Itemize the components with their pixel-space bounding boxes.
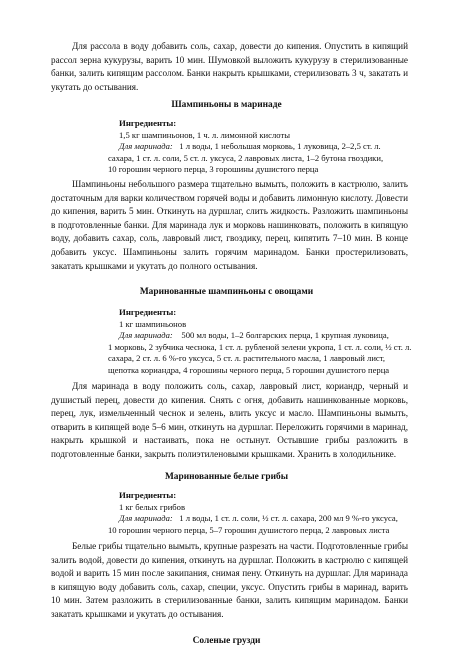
ingredients-heading: Ингредиенты: bbox=[119, 307, 177, 317]
marinade-line-cont: 10 горошин черного перца, 3 горошины душистого перца bbox=[108, 164, 319, 175]
intro-paragraph: Для рассола в воду добавить соль, сахар, довести до кипения. Опустить в кипящий рассол зерна кукурузы, варить 10 мин. Шумовкой выложить кукурузу в стерилизованные банки, залить кипящим рассолом. Банки накрыть крышками, стерилизовать 3 ч, закатать и укутать до остывания. bbox=[51, 41, 408, 92]
marinade-label: Для маринада: bbox=[119, 513, 173, 524]
marinade-line: Для маринада: 1 л воды, 1 ст. л. соли, ½ ст. л. сахара, 200 мл 9 %-го уксуса, bbox=[119, 513, 398, 524]
method-paragraph-2: Для маринада в воду положить соль, сахар, лавровый лист, кориандр, черный и душистый перец, довести до кипения. Снять с огня, добавить нашинкованные морковь, перец, лук, измельченный чеснок и зелень, влить уксус и масло. Шампиньоны вымыть, отварить в кипящей воде 5–6 мин, откинуть на дуршлаг. Переложить горячими в маринад, накрыть крышкой и настаивать, пока не остынут. Остывшие грибы разложить в подготовленные банки, закрыть полиэтиленовыми крышками. Хранить в холодильнике. bbox=[51, 381, 408, 459]
ingredients-block-1 bbox=[108, 118, 408, 176]
method-paragraph-3: Белые грибы тщательно вымыть, крупные разрезать на части. Подготовленные грибы залить водой, довести до кипения, откинуть на дуршлаг. Положить в кастрюлю с кипящей водой и варить 15 мин после закипания, снимая пену. Откинуть на дуршлаг. Для маринада в кипящую воду добавить соль, сахар, специи, уксус. Опустить грибы в маринад, варить 10 мин. Затем разложить в стерилизованные банки, залить кипящим маринадом. Банки закатать крышками и укутать до остывания. bbox=[51, 541, 408, 619]
section-title-porcini: Маринованные белые грибы bbox=[164, 472, 289, 482]
marinade-line: Для маринада: 500 мл воды, 1–2 болгарских перца, 1 крупная луковица, bbox=[119, 330, 389, 341]
marinade-line-cont: сахара, 2 ст. л. 6 %-го уксуса, 5 ст. л. растительного масла, 1 лавровый лист, bbox=[108, 353, 386, 364]
ingredients-heading: Ингредиенты: bbox=[119, 490, 177, 500]
marinade-line: Для маринада: 1 л воды, 1 небольшая морковь, 1 луковица, 2–2,5 ст. л. bbox=[119, 141, 381, 152]
section-title-champignons-vegetables: Маринованные шампиньоны с овощами bbox=[139, 287, 314, 297]
marinade-line-cont: щепотка кориандра, 4 горошины черного перца, 5 горошин душистого перца bbox=[108, 364, 390, 375]
method-paragraph-1: Шампиньоны небольшого размера тщательно вымыть, положить в кастрюлю, залить достаточным для варки количеством горячей воды и добавить лимонную кислоту. Довести до кипения, варить 5 мин. Откинуть на дуршлаг, слить жидкость. Разложить шампиньоны в подготовленные банки. Для маринада лук и морковь нашинковать, положить в кипящую воду, добавить сахар, соль, лавровый лист, гвоздику, перец, кипятить 7–10 мин. В конце добавить уксус. Шампиньоны залить горячим маринадом. Банки простерилизовать, закатать крышками и укутать до полного остывания. bbox=[51, 179, 408, 271]
marinade-label: Для маринада: bbox=[119, 330, 173, 341]
ingredient-line: 1 кг белых грибов bbox=[119, 501, 186, 512]
ingredients-block-3 bbox=[108, 490, 408, 536]
ingredient-line: 1 кг шампиньонов bbox=[119, 318, 187, 329]
marinade-line-cont: сахара, 1 ст. л. соли, 5 ст. л. уксуса, 2 лавровых листа, 1–2 бутона гвоздики, bbox=[108, 152, 384, 163]
ingredients-heading: Ингредиенты: bbox=[119, 118, 177, 128]
ingredient-line: 1,5 кг шампиньонов, 1 ч. л. лимонной кислоты bbox=[119, 129, 290, 140]
marinade-line-cont: 10 горошин черного перца, 5–7 горошин душистого перца, 2 лавровых листа bbox=[108, 524, 390, 535]
section-title-salted-milk-mushrooms: Соленые грузди bbox=[192, 636, 261, 646]
marinade-line-cont: 1 морковь, 2 зубчика чеснока, 1 ст. л. рубленой зелени укропа, 1 ст. л. соли, ½ ст. л. bbox=[108, 341, 412, 352]
marinade-label: Для маринада: bbox=[119, 141, 173, 152]
ingredients-block-2 bbox=[108, 307, 412, 377]
section-title-marinated-champignons: Шампиньоны в маринаде bbox=[171, 100, 282, 110]
